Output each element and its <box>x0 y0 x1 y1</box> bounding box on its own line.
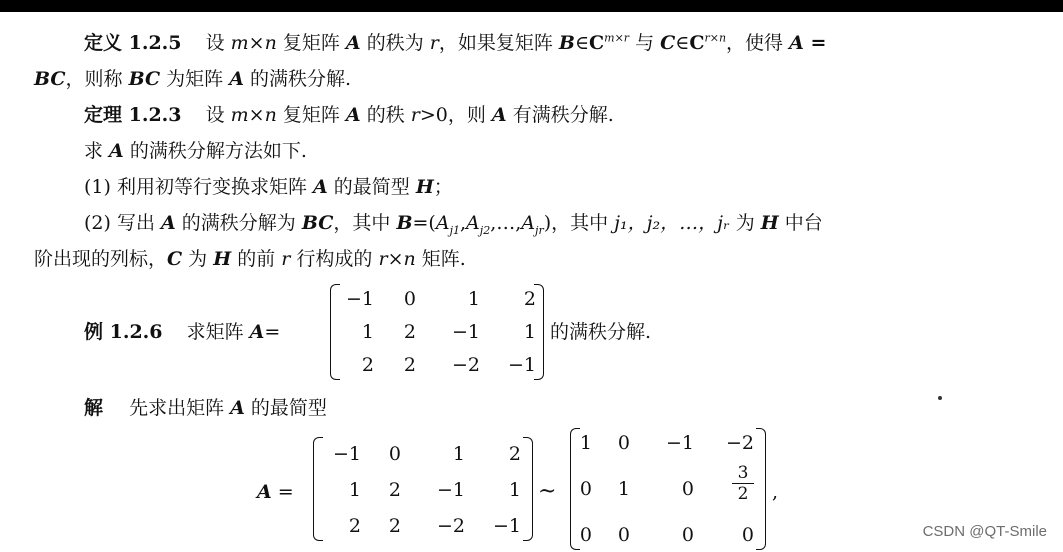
solution-A-label: A = <box>257 481 294 503</box>
fraction-three-halves: 3 2 <box>732 464 754 503</box>
solution-matrix-A: −1 0 1 2 1 2 −1 1 2 2 −2 −1 <box>313 437 533 541</box>
method-step-2-cont: 阶出现的列标，C 为 H 的前 r 行构成的 r×n 矩阵. <box>34 248 466 270</box>
csdn-watermark: CSDN @QT-Smile <box>922 523 1047 540</box>
example-line: 例 1.2.6 求矩阵 A= <box>84 321 281 343</box>
solution-matrix-H: 1 0 −1 −2 0 1 0 3 2 0 0 0 0 <box>570 428 766 550</box>
example-matrix: −1 0 1 2 1 2 −1 1 2 2 −2 −1 <box>330 284 544 380</box>
method-intro: 求 A 的满秩分解方法如下. <box>84 140 307 162</box>
solution-line: 解 先求出矩阵 A 的最简型 <box>84 397 327 419</box>
top-black-bar <box>0 0 1063 12</box>
stray-dot <box>938 396 942 400</box>
theorem-line: 定理 1.2.3 设 m×n 复矩阵 A 的秩 r>0，则 A 有满秩分解. <box>84 104 614 126</box>
method-step-1: (1) 利用初等行变换求矩阵 A 的最简型 H； <box>84 176 453 198</box>
example-tail: 的满秩分解. <box>550 321 652 343</box>
method-step-2: (2) 写出 A 的满秩分解为 BC，其中 $B=(A_{j1},A_{j2},\dots,A_{jr})$，其中 j₁，j₂，…，jᵣ 为 H 中台 <box>84 212 823 237</box>
definition-line-1: 定义 1.2.5 设 m×n 复矩阵 A 的秩为 r，如果复矩阵 $B\in C^{m\times r}$ 与 $C\in C^{r\times n}$，使得 A = <box>84 31 827 54</box>
faded-logo <box>906 34 1058 66</box>
definition-line-2: BC，则称 BC 为矩阵 A 的满秩分解. <box>34 68 352 90</box>
trailing-comma: , <box>772 481 779 503</box>
definition-label: 定义 1.2.5 <box>84 32 182 54</box>
equivalence-tilde: ~ <box>538 479 557 504</box>
theorem-label: 定理 1.2.3 <box>84 104 182 126</box>
